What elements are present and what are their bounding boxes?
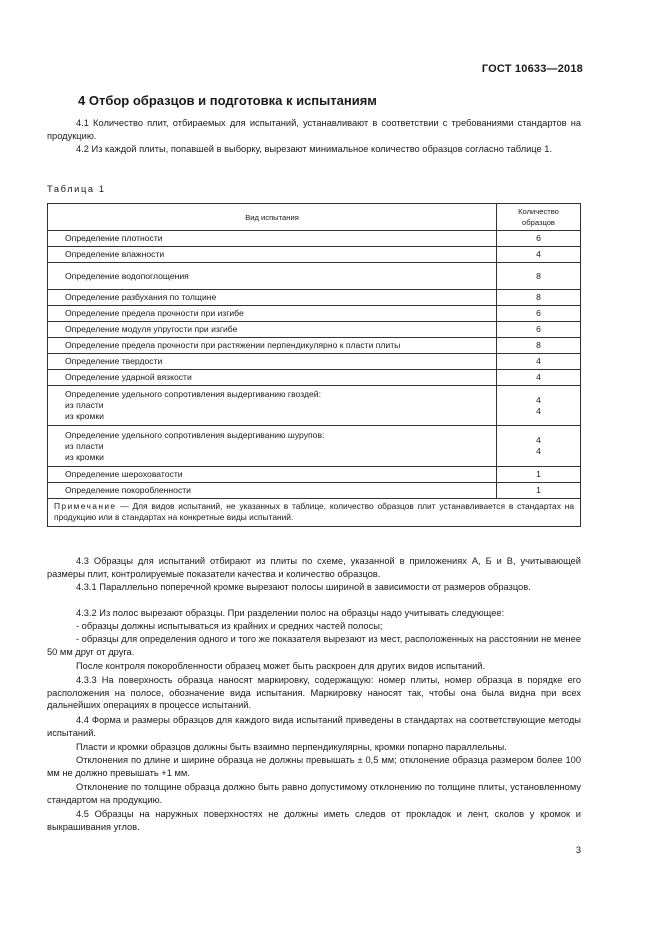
header-test-type: Вид испытания [48,204,497,231]
section-title: 4 Отбор образцов и подготовка к испытаниям [78,93,377,108]
note-label: Примечание [54,501,117,511]
table-row-screws [48,426,581,467]
row-test-name: Определение модуля упругости при изгибе [48,322,497,338]
paragraph-4-1: 4.1 Количество плит, отбираемых для испытаний, устанавливают в соответствии с требованиями стандартов на продукцию. [47,118,581,141]
table-row [48,263,581,290]
row-count: 4 [497,247,581,263]
standard-code: ГОСТ 10633—2018 [481,63,583,75]
row-count: 8 [497,290,581,306]
nails-sub-face: из пласти [65,400,104,410]
bullet-item: - образцы должны испытываться из крайних и средних частей полосы; [76,621,383,631]
screws-sub-face: из пласти [65,440,104,451]
table-caption: Таблица 1 [47,184,106,194]
table-row [48,290,581,306]
page-number: 3 [575,845,581,855]
row-test-name: Определение предела прочности при изгибе [48,306,497,322]
row-test-name [48,386,497,426]
screws-count-edge: 4 [536,446,541,456]
paragraph-4-3-2: 4.3.2 Из полос вырезают образцы. При разделении полос на образцы надо учитывать следующее: [76,608,505,618]
screws-title: Определение удельного сопротивления выдергиванию шурупов: [65,429,325,440]
table-row [48,354,581,370]
table-row [48,231,581,247]
table-row [48,483,581,499]
row-count: 6 [497,306,581,322]
table-header-row [48,204,581,231]
row-test-name: Определение ударной вязкости [48,370,497,386]
row-test-name: Определение плотности [48,231,497,247]
row-test-name: Определение твердости [48,354,497,370]
screws-sub-edge: из кромки [65,451,104,462]
row-test-name [48,426,497,467]
paragraph-4-3-1: 4.3.1 Параллельно поперечной кромке вырезают полосы шириной в зависимости от размеров образцов. [76,582,531,592]
paragraph-after-warp: После контроля покоробленности образец может быть раскроен для других видов испытаний. [76,661,486,671]
row-count: 6 [497,322,581,338]
table-row [48,306,581,322]
row-count: 4 [497,354,581,370]
table-row [48,247,581,263]
row-count [497,426,581,467]
paragraph-4-4-tolerance: Отклонения по длине и ширине образца не должны превышать ± 0,5 мм; отклонение образца размером более 100 мм не должно превышать +1 мм. [47,755,581,778]
row-test-name: Определение разбухания по толщине [48,290,497,306]
paragraph-4-4: 4.4 Форма и размеры образцов для каждого вида испытаний приведены в стандартах на соответствующие методы испытаний. [47,715,581,738]
row-count: 8 [497,338,581,354]
samples-table [47,203,581,527]
nails-title: Определение удельного сопротивления выдергиванию гвоздей: [65,389,321,399]
row-test-name: Определение водопоглощения [48,263,497,290]
table-row-nails [48,386,581,426]
header-count-line2: образцов [522,218,555,227]
paragraph-4-3: 4.3 Образцы для испытаний отбирают из плиты по схеме, указанной в приложениях А, Б и В, учитывающей размеры плит, контролируемые показатели качества и количество образцов. [47,556,581,579]
row-count: 1 [497,467,581,483]
nails-count-face: 4 [536,394,541,405]
paragraph-4-3-3: 4.3.3 На поверхность образца наносят маркировку, содержащую: номер плиты, номер образца в порядке его расположения на полосе, обозначение вида испытания. Маркировку наносят так, чтобы она была видна при всех дальнейших операциях в процессе испытаний. [47,675,581,711]
table-row [48,322,581,338]
row-test-name: Определение покоробленности [48,483,497,499]
row-test-name: Определение шероховатости [48,467,497,483]
paragraph-4-2: 4.2 Из каждой плиты, попавшей в выборку, вырезают минимальное количество образцов согласно таблице 1. [76,144,553,154]
nails-count-edge: 4 [536,405,541,416]
paragraph-4-4-thickness: Отклонение по толщине образца должно быть равно допустимому отклонению по толщине плиты, установленному стандартом на продукцию. [47,782,581,805]
header-sample-count [497,204,581,231]
bullet-item: - образцы для определения одного и того же показателя вырезают из мест, расположенных на расстоянии не менее 50 мм друг от друга. [47,634,581,657]
paragraph-4-5: 4.5 Образцы на наружных поверхностях не должны иметь следов от прокладок и лент, сколов у кромок и выкрашивания углов. [47,809,581,832]
header-count-line1: Количество [518,207,559,216]
table-note [48,499,581,527]
table-row [48,467,581,483]
row-count [497,386,581,426]
screws-count-face: 4 [536,435,541,445]
row-count: 8 [497,263,581,290]
row-test-name: Определение предела прочности при растяжении перпендикулярно к пласти плиты [48,338,497,354]
table-note-row [48,499,581,527]
nails-sub-edge: из кромки [65,411,104,421]
row-count: 4 [497,370,581,386]
row-count: 1 [497,483,581,499]
row-count: 6 [497,231,581,247]
row-test-name: Определение влажности [48,247,497,263]
table-row [48,370,581,386]
note-text: — Для видов испытаний, не указанных в таблице, количество образцов плит устанавливается в стандартах на продукцию или в стандартах на конкретные виды испытаний. [54,501,574,523]
table-row [48,338,581,354]
paragraph-4-4-edges: Пласти и кромки образцов должны быть взаимно перпендикулярны, кромки попарно параллельны. [76,742,507,752]
